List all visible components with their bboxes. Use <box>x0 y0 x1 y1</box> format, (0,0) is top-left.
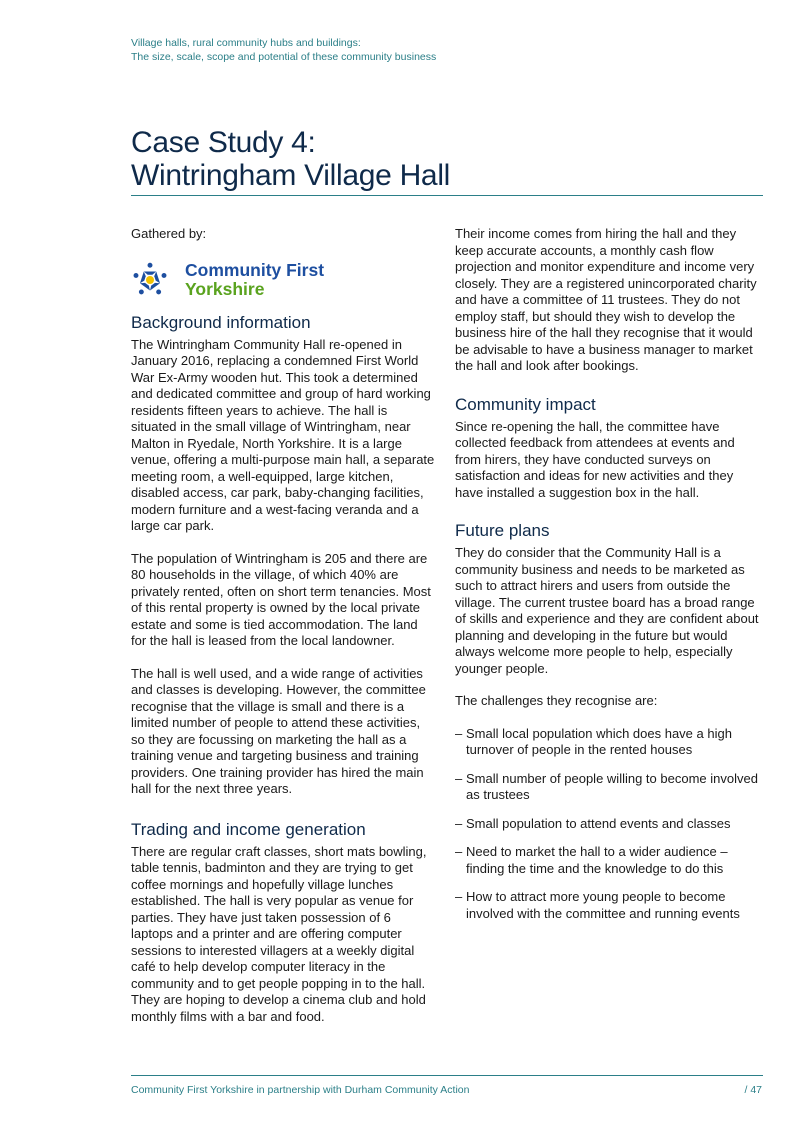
list-item: – Need to market the hall to a wider audience – finding the time and the knowledge to do this <box>455 844 763 877</box>
logo-wordmark <box>185 261 324 299</box>
logo-line-1: Community First <box>185 259 325 280</box>
future-heading: Future plans <box>455 521 550 540</box>
trading-paragraph-1: There are regular craft classes, short mats bowling, table tennis, badminton and they are trying to get coffee mornings and hopefully village lunches established. The hall is very popular as venue for parties. They have just taken possession of 6 laptops and a printer and are offering computer sessions to interested villagers at a weekly digital café to help develop computer literacy in the community and to get people popping in to the hall. They are hoping to develop a cinema club and hold monthly films with a bar and food. <box>131 843 427 1024</box>
background-heading: Background information <box>131 312 311 332</box>
community-first-yorkshire-logo-icon <box>131 261 169 299</box>
running-header <box>131 36 731 64</box>
impact-heading: Community impact <box>455 394 596 414</box>
future-paragraph-1: They do consider that the Community Hall is a community business and needs to be marketed as such to attract hirers and users from outside the village. The current trustee board has a broad range of skills and experience and they are confident about planning and developing in the future but would always welcome more people to help, especially younger people. <box>455 545 759 676</box>
challenges-intro: The challenges they recognise are: <box>455 693 658 708</box>
list-item: – Small number of people willing to become involved as trustees <box>455 771 763 804</box>
right-column <box>455 226 763 934</box>
list-item: – Small local population which does have a high turnover of people in the rented houses <box>455 726 763 759</box>
list-item: – How to attract more young people to become involved with the committee and running events <box>455 889 763 922</box>
gathered-by-label: Gathered by: <box>131 226 207 241</box>
footer-text: Community First Yorkshire in partnership with Durham Community Action <box>131 1084 470 1096</box>
background-paragraph-3: The hall is well used, and a wide range of activities and classes is developing. However, the committee recognise that the village is small and there is a limited number of people to attend these activities, so they are focussing on marketing the hall as a training venue and targeting business and training providers. One training provider has hired the main hall for the next three years. <box>131 665 426 796</box>
logo-line-2: Yorkshire <box>185 278 265 299</box>
title-divider <box>131 195 763 196</box>
page-title-line-2: Wintringham Village Hall <box>131 159 451 192</box>
page-number: / 47 <box>744 1084 762 1096</box>
trading-paragraph-2: Their income comes from hiring the hall and they keep accurate accounts, a monthly cash flow projection and monitor expenditure and income very closely. They are a registered unincorporated charity and have a committee of 11 trustees. They do not employ staff, but should they wish to develop the business hire of the hall they recognise that it would be advisable to have a business manager to market the hall and look after bookings. <box>455 226 757 373</box>
running-header-line-2: The size, scale, scope and potential of these community business <box>131 51 437 63</box>
page-title <box>131 126 771 192</box>
community-first-yorkshire-logo <box>131 259 435 301</box>
impact-paragraph-1: Since re-opening the hall, the committee have collected feedback from attendees at events and from hirers, they have conducted surveys on satisfaction and ideas for new activities and they have installed a suggestion box in the hall. <box>455 418 735 500</box>
running-header-line-1: Village halls, rural community hubs and buildings: <box>131 37 361 49</box>
background-paragraph-2: The population of Wintringham is 205 and there are 80 households in the village, of which 40% are privately rented, often on short term tenancies. Most of this rental property is owned by the local private estate and some is tied accommodation. The land for the hall is leased from the local landowner. <box>131 550 431 648</box>
footer-divider <box>131 1075 763 1076</box>
background-paragraph-1: The Wintringham Community Hall re-opened in January 2016, replacing a condemned First World War Ex-Army wooden hut. This took a determined and dedicated committee and group of hard working residents fifteen years to achieve. The hall is situated in the small village of Wintringham, near Malton in Ryedale, North Yorkshire. It is a large venue, offering a multi-purpose main hall, a separate meeting room, a well-equipped, large kitchen, disabled access, car park, baby-changing facilities, modern furniture and a west-facing veranda and a large car park. <box>131 336 435 533</box>
trading-heading: Trading and income generation <box>131 819 366 839</box>
left-column <box>131 226 435 1041</box>
page-title-line-1: Case Study 4: <box>131 126 316 159</box>
list-item: – Small population to attend events and classes <box>455 816 763 833</box>
challenges-list <box>455 726 763 923</box>
